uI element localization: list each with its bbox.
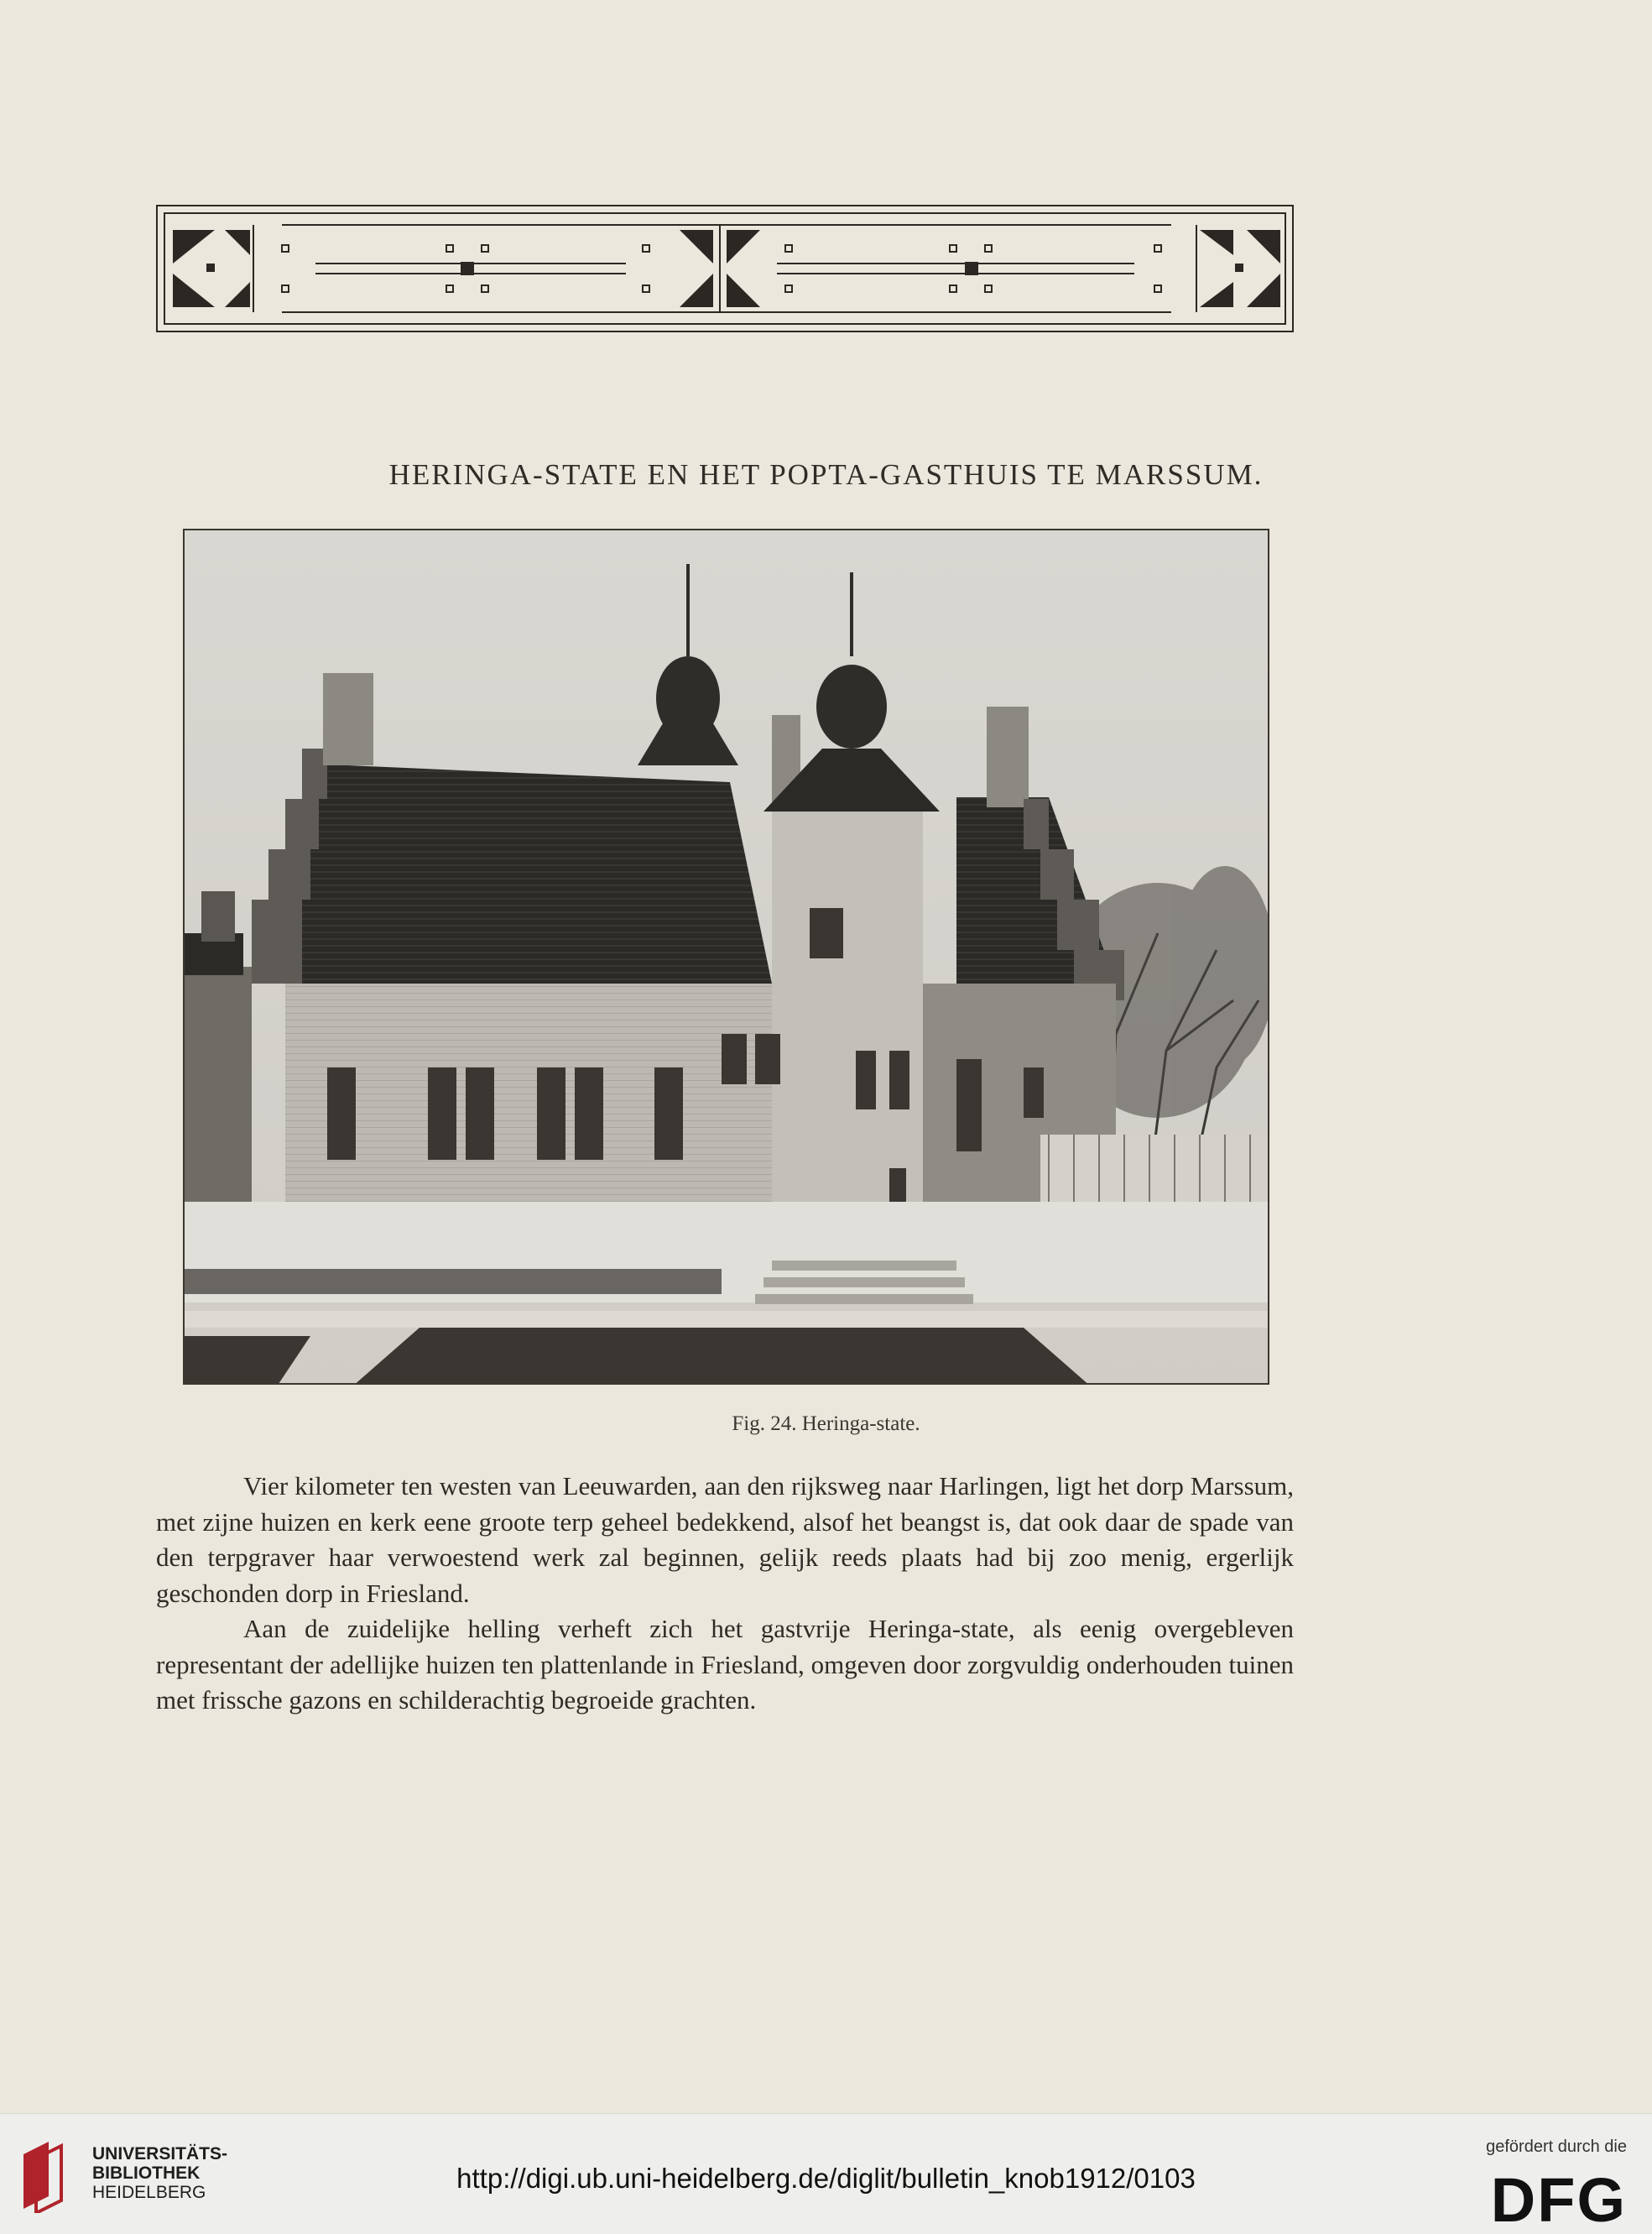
page-title: HERINGA-STATE EN HET POPTA-GASTHUIS TE MARSSUM. bbox=[388, 458, 1264, 491]
body-text bbox=[156, 1469, 1294, 1719]
paragraph-2: Aan de zuidelijke helling verheft zich het gastvrije Heringa-state, als eenig overgebleven representant der adellijke huizen ten plattenlande in Friesland, omgeven door zorgvuldig onderhouden tuinen met frissche gazons en schilderachtig begroeide grachten. bbox=[156, 1614, 1294, 1715]
permalink-url[interactable]: http://digi.ub.uni-heidelberg.de/diglit/bulletin_knob1912/0103 bbox=[456, 2163, 1196, 2194]
dfg-logo: DFG bbox=[1490, 2165, 1627, 2234]
heringa-state-photograph bbox=[183, 529, 1269, 1385]
digitization-footer bbox=[0, 2113, 1652, 2234]
decorative-header-ornament bbox=[156, 205, 1294, 332]
library-name-line-3: HEIDELBERG bbox=[92, 2183, 206, 2202]
library-name-line-2: BIBLIOTHEK bbox=[92, 2164, 201, 2183]
photograph-illustration bbox=[185, 530, 1269, 1385]
funded-by-label: gefördert durch die bbox=[1486, 2137, 1627, 2156]
figure-caption: Fig. 24. Heringa-state. bbox=[732, 1412, 920, 1435]
library-name-line-1: UNIVERSITÄTS- bbox=[92, 2144, 228, 2164]
paragraph-1: Vier kilometer ten westen van Leeuwarden, aan den rijksweg naar Harlingen, ligt het dorp Marssum, met zijne huizen en kerk eene groote terp geheel bedekkend, alsof het beangst is, dat ook daar de spade van den terpgraver haar verwoestend werk zal beginnen, gelijk reeds plaats had bij zoo menig, ergerlijk geschonden dorp in Friesland. bbox=[156, 1471, 1294, 1608]
